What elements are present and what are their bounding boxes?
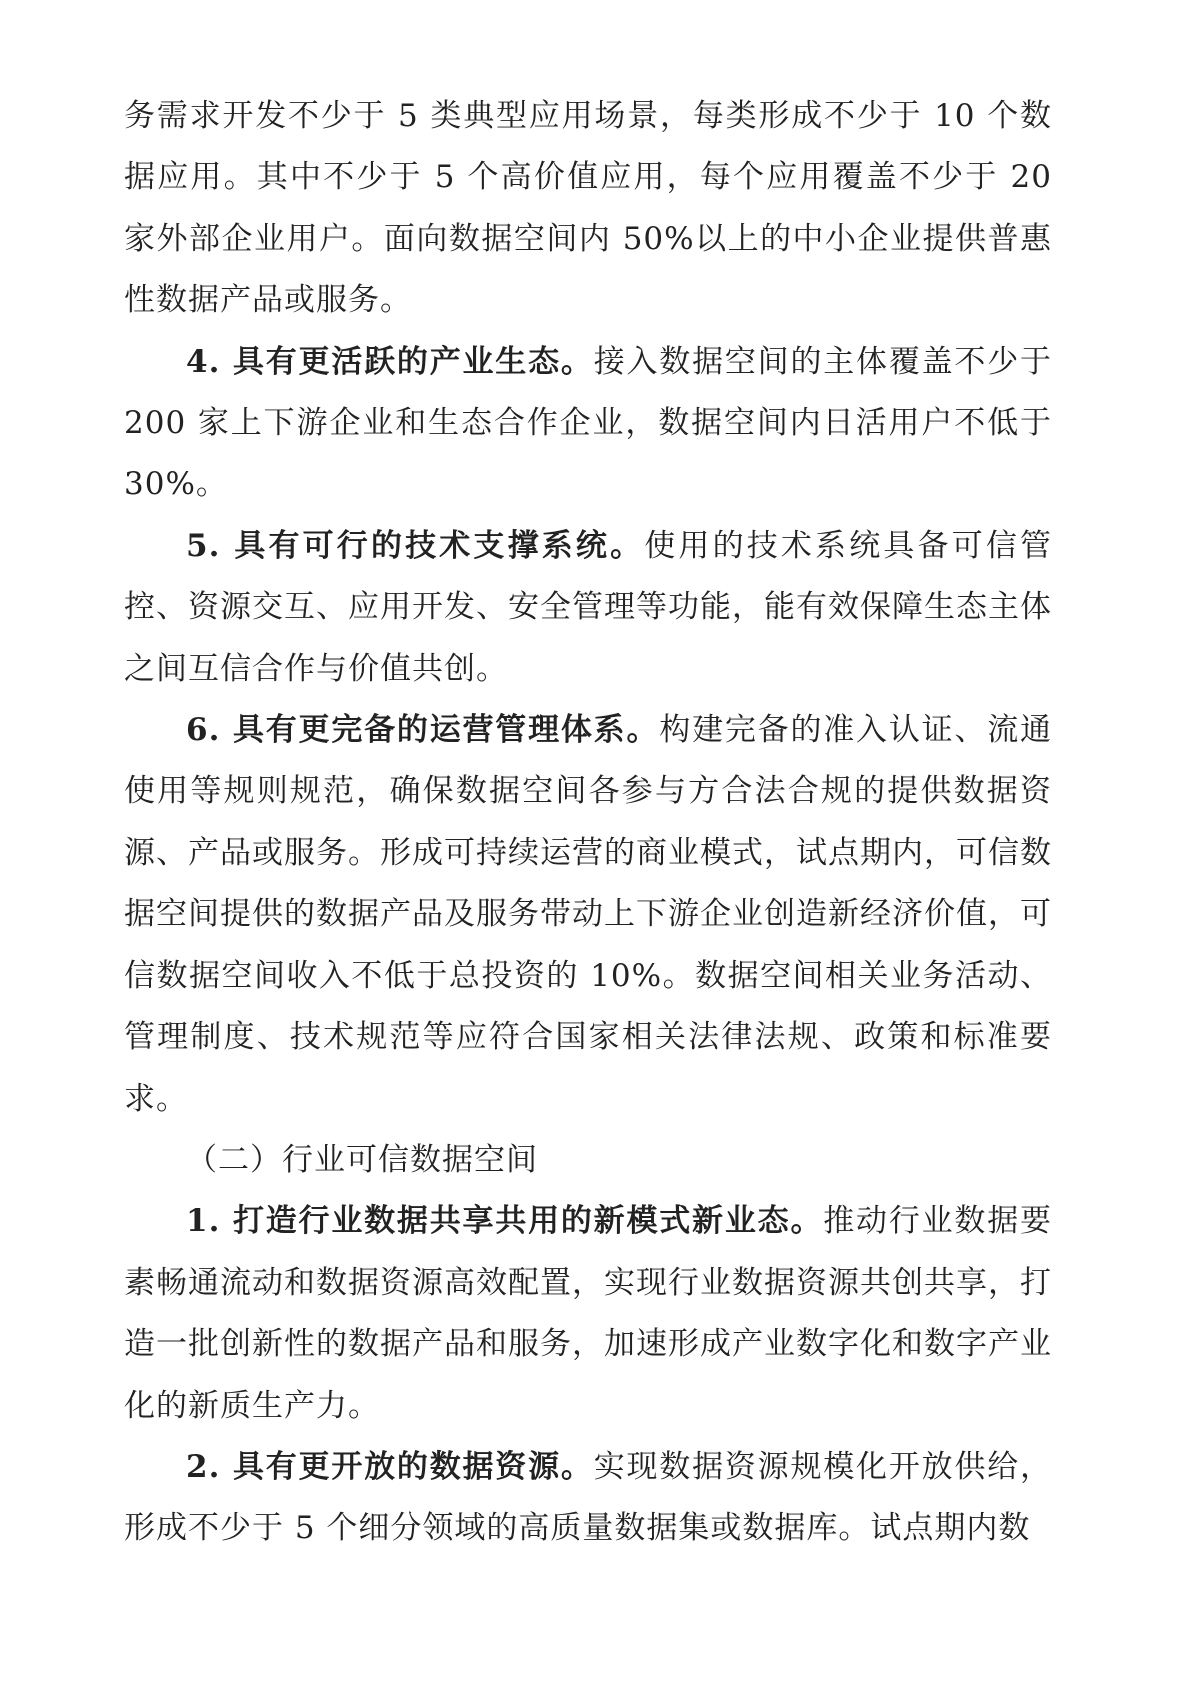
paragraph-item-6 (124, 700, 1052, 1130)
paragraph-text: 实现数据资源规模化开放供给，形成不少于 5 个细分领域的高质量数据集或数据库。试点期内数 (124, 1448, 1053, 1547)
section-heading-text: （二）行业可信数据空间 (186, 1141, 538, 1178)
paragraph-lead: 2. 具有更开放的数据资源。 (186, 1448, 594, 1485)
section-heading (124, 1130, 1052, 1191)
paragraph-text: 推动行业数据要素畅通流动和数据资源高效配置，实现行业数据资源共创共享，打造一批创新性的数据产品和服务，加速形成产业数字化和数字产业化的新质生产力。 (124, 1203, 1052, 1424)
paragraph-lead: 1. 打造行业数据共享共用的新模式新业态。 (186, 1203, 824, 1240)
paragraph-text: 构建完备的准入认证、流通使用等规则规范，确保数据空间各参与方合法合规的提供数据资源、产品或服务。形成可持续运营的商业模式，试点期内，可信数据空间提供的数据产品及服务带动上下游企业创造新经济价值，可信数据空间收入不低于总投资的 10%。数据空间相关业务活动、管理制度、技术规范等应符合国家相关法律法规、政策和标准要求。 (124, 712, 1053, 1117)
paragraph-lead: 5. 具有可行的技术支撑系统。 (186, 527, 645, 564)
paragraph-lead: 4. 具有更活跃的产业生态。 (186, 343, 594, 380)
paragraph-text: 接入数据空间的主体覆盖不少于 200 家上下游企业和生态合作企业，数据空间内日活用户不低于 30%。 (124, 343, 1053, 503)
paragraph-item-2 (124, 1437, 1052, 1560)
paragraph-continuation (124, 86, 1052, 332)
paragraph-text: 使用的技术系统具备可信管控、资源交互、应用开发、安全管理等功能，能有效保障生态主体之间互信合作与价值共创。 (124, 527, 1053, 687)
paragraph-lead: 6. 具有更完备的运营管理体系。 (186, 712, 660, 749)
paragraph-item-1 (124, 1191, 1052, 1437)
paragraph-item-5 (124, 516, 1052, 700)
document-page (124, 86, 1052, 1560)
paragraph-text: 务需求开发不少于 5 类典型应用场景，每类形成不少于 10 个数据应用。其中不少于 5 个高价值应用，每个应用覆盖不少于 20 家外部企业用户。面向数据空间内 50%以上的中小企业提供普惠性数据产品或服务。 (124, 98, 1052, 319)
paragraph-item-4 (124, 332, 1052, 516)
